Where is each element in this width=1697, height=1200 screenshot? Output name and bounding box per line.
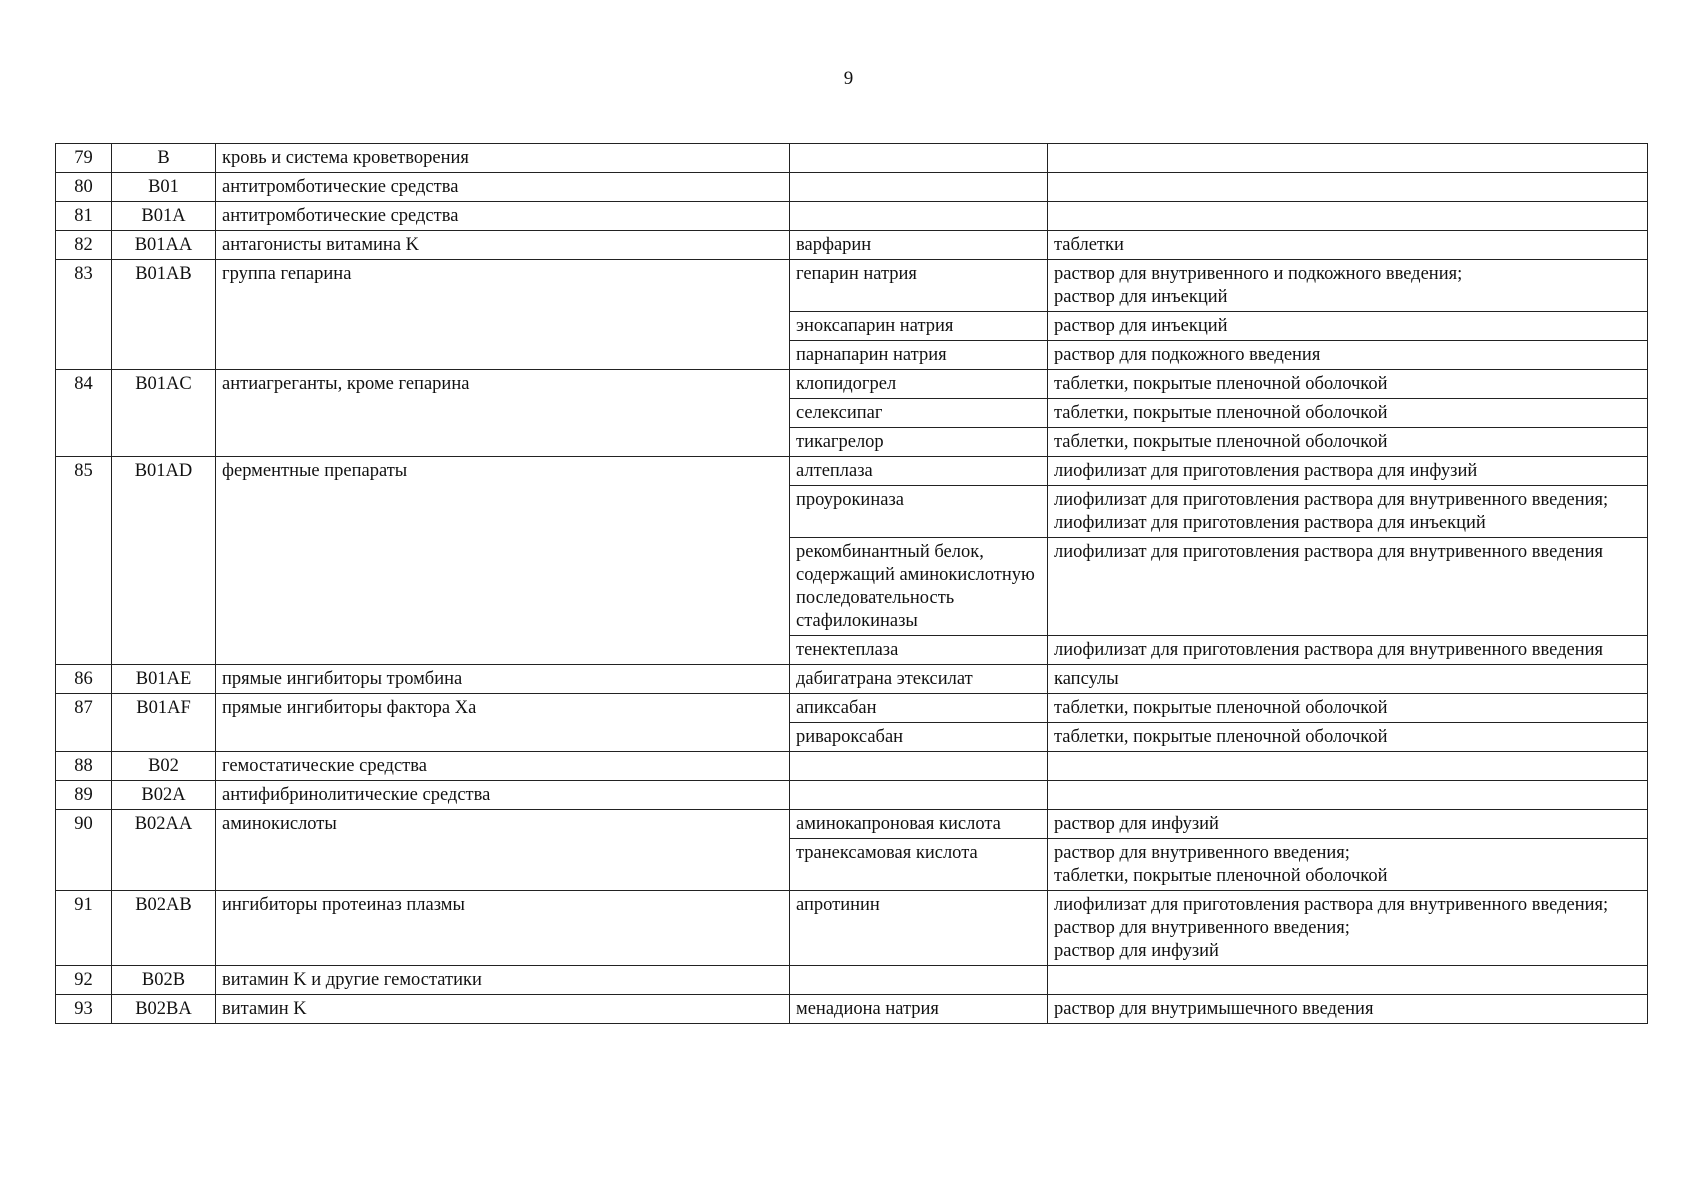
table-row: [56, 202, 1648, 231]
anatomical-therapeutic-group-cell: антитромботические средства: [216, 202, 790, 231]
drug-name-cell: проурокиназа: [790, 486, 1048, 538]
drug-name-cell: селексипаг: [790, 399, 1048, 428]
table-row: [56, 891, 1648, 966]
drug-name-cell: эноксапарин натрия: [790, 312, 1048, 341]
dosage-form-line: раствор для внутримышечного введения: [1054, 999, 1374, 1019]
table-row: [56, 966, 1648, 995]
table-row: [56, 810, 1648, 839]
atc-code-cell: B01: [112, 173, 216, 202]
dosage-form-line: лиофилизат для приготовления раствора для внутривенного введения;: [1054, 895, 1609, 915]
table-row: [56, 370, 1648, 399]
drug-name-cell: дабигатрана этексилат: [790, 665, 1048, 694]
table-row: [56, 995, 1648, 1024]
row-number-cell: 82: [56, 231, 112, 260]
drug-name-cell: [790, 144, 1048, 173]
atc-code-cell: B01AE: [112, 665, 216, 694]
dosage-form-cell: [1048, 839, 1648, 891]
drug-name-cell: тикагрелор: [790, 428, 1048, 457]
table-row: [56, 144, 1648, 173]
dosage-form-cell: [1048, 538, 1648, 636]
atc-code-cell: B01A: [112, 202, 216, 231]
dosage-form-line: капсулы: [1054, 669, 1119, 689]
drug-name-cell: алтеплаза: [790, 457, 1048, 486]
dosage-form-line: раствор для инфузий: [1054, 814, 1219, 834]
drug-name-cell: [790, 966, 1048, 995]
table-row: [56, 665, 1648, 694]
row-number-cell: 92: [56, 966, 112, 995]
anatomical-therapeutic-group-cell: прямые ингибиторы тромбина: [216, 665, 790, 694]
dosage-form-line: раствор для внутривенного введения;: [1054, 843, 1350, 863]
dosage-form-cell: [1048, 144, 1648, 173]
dosage-form-line: таблетки, покрытые пленочной оболочкой: [1054, 727, 1388, 747]
atc-code-cell: B02: [112, 752, 216, 781]
atc-code-cell: B02A: [112, 781, 216, 810]
dosage-form-line: раствор для инъекций: [1054, 287, 1228, 307]
row-number-cell: 87: [56, 694, 112, 752]
dosage-form-cell: [1048, 723, 1648, 752]
table-row: [56, 173, 1648, 202]
dosage-form-cell: [1048, 891, 1648, 966]
dosage-form-line: раствор для инъекций: [1054, 316, 1228, 336]
table-row: [56, 260, 1648, 312]
anatomical-therapeutic-group-cell: кровь и система кроветворения: [216, 144, 790, 173]
drug-name-cell: [790, 752, 1048, 781]
atc-code-cell: B02AA: [112, 810, 216, 891]
row-number-cell: 85: [56, 457, 112, 665]
row-number-cell: 80: [56, 173, 112, 202]
dosage-form-cell: [1048, 312, 1648, 341]
anatomical-therapeutic-group-cell: ингибиторы протеиназ плазмы: [216, 891, 790, 966]
anatomical-therapeutic-group-cell: антитромботические средства: [216, 173, 790, 202]
dosage-form-cell: [1048, 260, 1648, 312]
dosage-form-line: таблетки, покрытые пленочной оболочкой: [1054, 698, 1388, 718]
row-number-cell: 84: [56, 370, 112, 457]
row-number-cell: 81: [56, 202, 112, 231]
anatomical-therapeutic-group-cell: гемостатические средства: [216, 752, 790, 781]
dosage-form-line: лиофилизат для приготовления раствора для инфузий: [1054, 461, 1478, 481]
anatomical-therapeutic-group-cell: аминокислоты: [216, 810, 790, 891]
table-row: [56, 752, 1648, 781]
dosage-form-line: раствор для внутривенного введения;: [1054, 918, 1350, 938]
drug-name-cell: транексамовая кислота: [790, 839, 1048, 891]
dosage-form-cell: [1048, 752, 1648, 781]
dosage-form-cell: [1048, 173, 1648, 202]
row-number-cell: 91: [56, 891, 112, 966]
dosage-form-line: лиофилизат для приготовления раствора для внутривенного введения: [1054, 640, 1604, 660]
dosage-form-cell: [1048, 995, 1648, 1024]
atc-code-cell: B02BA: [112, 995, 216, 1024]
drug-name-cell: ривароксабан: [790, 723, 1048, 752]
row-number-cell: 88: [56, 752, 112, 781]
dosage-form-cell: [1048, 457, 1648, 486]
atc-code-cell: B02B: [112, 966, 216, 995]
drug-name-cell: рекомбинантный белок, содержащий аминокислотную последовательность стафилокиназы: [790, 538, 1048, 636]
dosage-form-cell: [1048, 966, 1648, 995]
drug-name-cell: [790, 781, 1048, 810]
drug-name-cell: апиксабан: [790, 694, 1048, 723]
dosage-form-cell: [1048, 486, 1648, 538]
anatomical-therapeutic-group-cell: ферментные препараты: [216, 457, 790, 665]
drug-table: [55, 143, 1648, 1024]
row-number-cell: 89: [56, 781, 112, 810]
anatomical-therapeutic-group-cell: антагонисты витамина K: [216, 231, 790, 260]
atc-code-cell: B02AB: [112, 891, 216, 966]
anatomical-therapeutic-group-cell: прямые ингибиторы фактора Xa: [216, 694, 790, 752]
drug-name-cell: тенектеплаза: [790, 636, 1048, 665]
drug-name-cell: клопидогрел: [790, 370, 1048, 399]
page-number: 9: [843, 68, 854, 89]
row-number-cell: 79: [56, 144, 112, 173]
anatomical-therapeutic-group-cell: антифибринолитические средства: [216, 781, 790, 810]
drug-name-cell: [790, 202, 1048, 231]
anatomical-therapeutic-group-cell: витамин K: [216, 995, 790, 1024]
drug-name-cell: гепарин натрия: [790, 260, 1048, 312]
dosage-form-line: лиофилизат для приготовления раствора для внутривенного введения: [1054, 542, 1604, 562]
atc-code-cell: B01AF: [112, 694, 216, 752]
anatomical-therapeutic-group-cell: антиагреганты, кроме гепарина: [216, 370, 790, 457]
drug-name-cell: апротинин: [790, 891, 1048, 966]
atc-code-cell: B01AA: [112, 231, 216, 260]
atc-code-cell: B: [112, 144, 216, 173]
dosage-form-cell: [1048, 665, 1648, 694]
dosage-form-cell: [1048, 428, 1648, 457]
atc-code-cell: B01AC: [112, 370, 216, 457]
row-number-cell: 86: [56, 665, 112, 694]
row-number-cell: 90: [56, 810, 112, 891]
dosage-form-line: таблетки: [1054, 235, 1124, 255]
row-number-cell: 93: [56, 995, 112, 1024]
dosage-form-line: таблетки, покрытые пленочной оболочкой: [1054, 374, 1388, 394]
dosage-form-cell: [1048, 810, 1648, 839]
dosage-form-cell: [1048, 370, 1648, 399]
drug-name-cell: аминокапроновая кислота: [790, 810, 1048, 839]
dosage-form-line: раствор для инфузий: [1054, 941, 1219, 961]
dosage-form-line: лиофилизат для приготовления раствора для инъекций: [1054, 513, 1486, 533]
table-row: [56, 231, 1648, 260]
anatomical-therapeutic-group-cell: витамин K и другие гемостатики: [216, 966, 790, 995]
dosage-form-cell: [1048, 399, 1648, 428]
dosage-form-line: лиофилизат для приготовления раствора для внутривенного введения;: [1054, 490, 1609, 510]
drug-name-cell: [790, 173, 1048, 202]
dosage-form-cell: [1048, 202, 1648, 231]
dosage-form-line: таблетки, покрытые пленочной оболочкой: [1054, 432, 1388, 452]
dosage-form-line: таблетки, покрытые пленочной оболочкой: [1054, 866, 1388, 886]
table-row: [56, 781, 1648, 810]
atc-code-cell: B01AB: [112, 260, 216, 370]
dosage-form-line: раствор для внутривенного и подкожного введения;: [1054, 264, 1463, 284]
drug-name-cell: менадиона натрия: [790, 995, 1048, 1024]
dosage-form-line: таблетки, покрытые пленочной оболочкой: [1054, 403, 1388, 423]
atc-code-cell: B01AD: [112, 457, 216, 665]
dosage-form-cell: [1048, 781, 1648, 810]
dosage-form-line: раствор для подкожного введения: [1054, 345, 1321, 365]
anatomical-therapeutic-group-cell: группа гепарина: [216, 260, 790, 370]
table-body: [56, 144, 1648, 1024]
drug-name-cell: варфарин: [790, 231, 1048, 260]
dosage-form-cell: [1048, 341, 1648, 370]
table-row: [56, 694, 1648, 723]
dosage-form-cell: [1048, 694, 1648, 723]
table-row: [56, 457, 1648, 486]
row-number-cell: 83: [56, 260, 112, 370]
dosage-form-cell: [1048, 231, 1648, 260]
drug-name-cell: парнапарин натрия: [790, 341, 1048, 370]
dosage-form-cell: [1048, 636, 1648, 665]
